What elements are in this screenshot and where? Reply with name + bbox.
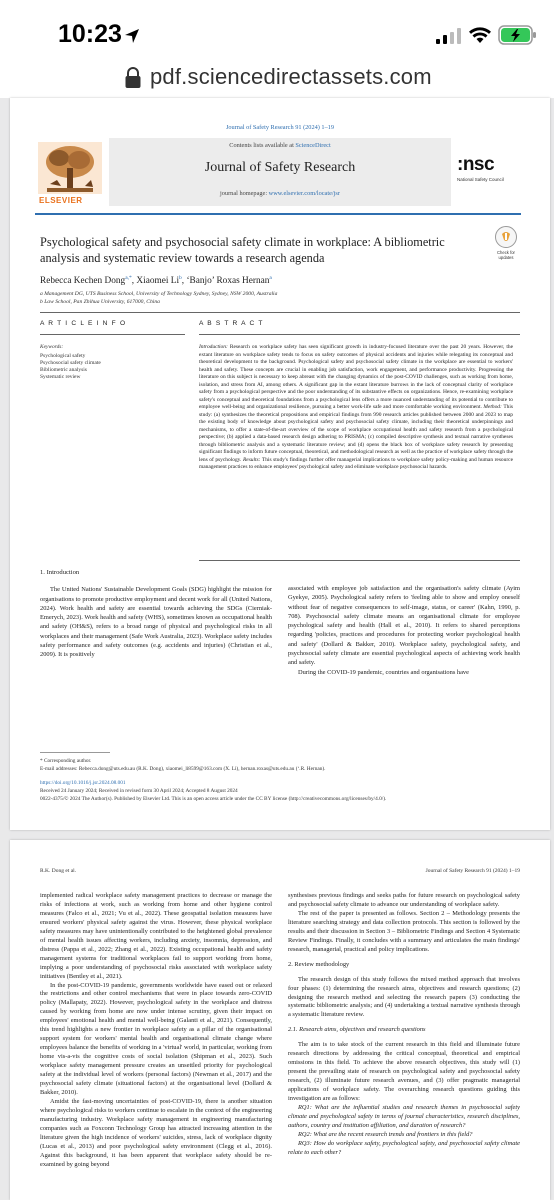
divider bbox=[40, 312, 520, 313]
battery-charging-icon bbox=[498, 24, 538, 46]
elsevier-wordmark: ELSEVIER bbox=[39, 196, 83, 205]
running-header-left: R.K. Dong et al. bbox=[40, 868, 77, 874]
divider bbox=[40, 334, 185, 335]
nsc-logo bbox=[457, 154, 523, 182]
paper-title: Psychological safety and psychosocial safety climate in workplace: A bibliometric analysis and systematic review towards a research agenda bbox=[40, 235, 445, 265]
email-addresses: E-mail addresses: Rebecca.dong@uts.edu.au (R.K. Dong), xiaomei_li8599@163.com (X. Li), hernan.roxas@uts.edu.au (‘.R. Hernan). bbox=[40, 766, 326, 772]
contents-prefix: Contents lists available at bbox=[229, 142, 294, 149]
article-info-heading: A R T I C L E I N F O bbox=[40, 320, 127, 327]
status-time: 10:23 bbox=[58, 20, 122, 48]
body-paragraph: The aim is to take stock of the current research in this field and illuminate future research directions by addressing the critical conceptual, theoretical and empirical omissions in this field. To achieve the above research objectives, this study will (1) present the prevailing state of research on psychological safety and psychosocial safety research, (2) illuminate future research avenues, and (3) offer pragmatic managerial applications of workplace safety. The overarching research questions guiding this investigation are as follows: bbox=[288, 1041, 520, 1103]
subsection-heading: 2.1. Research aims, objectives and research questions bbox=[288, 1026, 426, 1034]
abstract-text bbox=[199, 344, 513, 472]
page2-left-column bbox=[40, 892, 272, 1170]
homepage-prefix: journal homepage: bbox=[220, 190, 268, 197]
intro-left-column bbox=[40, 568, 272, 660]
body-paragraph: synthesises previous findings and seeks paths for future research on psychological safety and psychosocial safety climate to advance our understanding of workplace safety. bbox=[288, 892, 520, 908]
divider bbox=[199, 334, 520, 335]
intro-heading: 1. Introduction bbox=[40, 569, 80, 576]
sciencedirect-link[interactable]: ScienceDirect bbox=[295, 142, 331, 149]
author-affiliation-mark[interactable]: a bbox=[269, 275, 272, 281]
check-updates-label: Check for updates bbox=[497, 250, 515, 260]
research-question: RQ3: How do workplace safety, psychological safety, and psychosocial safety climate relate to each other? bbox=[288, 1139, 520, 1156]
lock-icon bbox=[124, 66, 142, 90]
pdf-viewer[interactable] bbox=[0, 98, 554, 1200]
body-paragraph: In the post-COVID-19 pandemic, governments worldwide have eased out or relaxed the restrictions and other control mechanisms that were in place towards zero-COVID policy (Mallapaty, 2022). However, psychological safety in the workplace and distress caused by working from home are now under intense scrutiny, given their impact on employees' emotional health and mental well-being (Galanti et al., 2021). Consequently, this trend highlights a new frontier in workplace safety as a pillar of the organisational support system for workers' mental health and organisational climate change where employees balance the benefits of working in a 'virtual' world, in particular, working from home vis-a-vis the cognitive costs of social isolation (Shipman et al., 2023). Such workplace safety management pressure creates an unsettled priority for psychological safety at the individual level of workers (personal factors) (Newman et al., 2017) and the psychosocial safety climate (situational factors) at the organisational level (Dollard & Bakker, 2010). bbox=[40, 981, 272, 1096]
wifi-icon bbox=[468, 25, 492, 45]
keywords-label: Keywords: bbox=[40, 344, 64, 350]
author-affiliation-mark[interactable]: b bbox=[179, 275, 182, 281]
doi-link[interactable]: https://doi.org/10.1016/j.jsr.2024.08.001 bbox=[40, 780, 126, 786]
journal-header bbox=[35, 138, 521, 208]
abstract-results-label: Results: bbox=[242, 456, 261, 463]
nsc-logo-mark: :nsc bbox=[457, 154, 495, 175]
check-for-updates-badge[interactable] bbox=[495, 226, 517, 260]
abstract-results: This study's findings further offer managerial implications to workplace safety policy-making and human resource management practices to enhance employees' psychological safety and eliminate workplace psychosocial hazards. bbox=[199, 456, 514, 470]
section-heading: 2. Review methodology bbox=[288, 960, 350, 968]
affiliation: a Management DG, UTS Business School, University of Technology Sydney, Sydney, NSW 2000, Australia bbox=[40, 291, 278, 297]
address-bar[interactable] bbox=[0, 62, 554, 98]
footnote-divider bbox=[40, 752, 110, 753]
intro-paragraph: The United Nations' Sustainable Development Goals (SDG) highlight the mission for organisations to promote productive employment and decent work for all (United Nations, 2024). Work health and safety are essential towards achieving the SDGs (Cierniak-Emerych, 2023). Work health and safety (WHS), sometimes known as occupational health and safety (OH&S), refers to a broad range of physical and psychological risks in all workplaces and their management (Safe Work Australia, 2023). Workplace safety includes safety performance and safety outcomes (e.g. accidents and injuries) (Christian et al., 2009). It is positively bbox=[40, 586, 272, 659]
cellular-signal-icon bbox=[436, 28, 462, 44]
body-paragraph: implemented radical workplace safety management practices to decrease or manage the risks of infections at work, such as working from home and other hygiene control measures (Falco et al., 2021; Vu et al., 2022). These geospatial isolation measures have ensured workers' physical safety against the virus. However, these physical workplace safety measures may have unintentionally contributed to the heightened global prevalence of mental health issues affecting workers, including anxiety, insomnia, depression, and distress (Pappa et al., 2022; Zhang et al., 2022). Existing occupational health and safety management systems for traditional workplaces fail to support working from home, implying a poor understanding of psychosocial risks associated with workplace safety initiatives (Bentley et al., 2021). bbox=[40, 892, 272, 980]
received-dates: Received 24 January 2024; Received in revised form 30 April 2024; Accepted 8 August 2024 bbox=[40, 788, 238, 794]
body-paragraph: The research design of this study follows the mixed method approach that involves four phases: (1) determining the research aims, objectives and research questions; (2) designing the research method and selecting the research papers (3) conducting the systematic bibliometric analysis; and (4) undertaking a textual narrative synthesis through a systematic literature review. bbox=[288, 975, 520, 1019]
license-line: 0022-4375/© 2024 The Author(s). Published by Elsevier Ltd. This is an open access article under the CC BY license (http://creativecommons.org/licenses/by/4.0/). bbox=[40, 796, 387, 802]
pdf-page-1 bbox=[10, 98, 550, 830]
keyword: Systematic review bbox=[40, 374, 81, 380]
page2-right-column bbox=[288, 892, 520, 1158]
intro-paragraph: associated with employee job satisfaction and the organisation's safety climate (Ayim Gyekye, 2005). Psychological safety refers to 'feeling able to show and employ oneself without fear of negative consequences to self-image, status, or career' (Kahn, 1990, p. 708). Psychosocial safety climate means an organisational climate for employee psychological safety and health (Hall et al., 2010). It refers to shared perceptions regarding 'policies, practices and procedures for protecting worker psychological health and safety' (Dollard & Bakker, 2010). Workplace safety, psychological safety, and psychosocial safety climate are essential psychological aspects of achieving work health and safety. bbox=[288, 585, 520, 667]
homepage-link[interactable]: www.elsevier.com/locate/jsr bbox=[268, 190, 340, 197]
research-question: RQ1: What are the influential studies and research themes in psychosocial safety climate and psychological safety in terms of journal characteristics, research disciplines, authors, country and institution affiliation, and duration of research? bbox=[288, 1104, 520, 1129]
location-arrow-icon bbox=[124, 28, 140, 44]
url-text[interactable]: pdf.sciencedirectassets.com bbox=[150, 64, 432, 89]
header-rule bbox=[35, 213, 521, 215]
keyword: Psychosocial safety climate bbox=[40, 360, 101, 366]
abstract-intro: Research on workplace safety has seen significant growth in industry-focused literature over the past 20 years. However, the extant literature on workplace safety tends to focus on safety outcomes of physical accidents and injuries while relegating its conceptual and theoretical development to the background. Psychological safety and psychosocial safety climate in the workplace are essential to workers' health and safety. These concepts are crucial in enabling job satisfaction, work engagement, and performance productivity. Progressing the literature on this subject is necessary to keep abreast with the changing dynamics of the post-COVID challenges, such as working from home, isolation, and stress from AI, among others. A significant gap in the extant literature burrows in the lack of conceptual clarity of workplace safety from a psychological perspective and the poor understanding of its substantive effects on organizations. Hence, re-examining workplace safety's conceptual and theoretical foundations from a psychological lens offers a more nuanced understanding of its potential to contribute to employee well-being and organizational resilience, pursuing a better work-life safe and more comfortable working environment. bbox=[199, 344, 514, 410]
journal-info-box bbox=[109, 138, 451, 206]
journal-title: Journal of Safety Research bbox=[204, 160, 356, 175]
journal-citation[interactable]: Journal of Safety Research 91 (2024) 1–19 bbox=[225, 124, 335, 131]
divider bbox=[199, 560, 520, 561]
body-paragraph: Amidst the fast-moving uncertainties of post-COVID-19, there is another situation where psychological risks to workers continue to escalate in the context of the engineering manufacturing industry. Workplace safety management in engineering manufacturing companies such as Foxconn Technology Group has attracted increasing attention in the literature given the high incidence of workers' suicides, stress, lack of workplace dignity (Lucas et al., 2013) and poor psychological safety environment (Clegg et al., 2016). Against this background, it has been apparent that workplace safety should be re-examined by going beyond bbox=[40, 1097, 272, 1168]
abstract-method-label: Method: bbox=[483, 404, 502, 410]
body-paragraph: The rest of the paper is presented as follows. Section 2 – Methodology presents the literature searching strategy and data collection protocols. This section is followed by the results and their discussion in Section 3 – Bibliometric Findings and Section 4 Systematic Review Findings. Finally, it concludes with a summary and articulates the main findings' research, managerial, practical and policy implications. bbox=[288, 909, 520, 953]
author-name: Xiaomei Li bbox=[136, 276, 180, 287]
abstract-method: This study: (a) synthesizes the theoretical propositions and empirical findings from 990 research articles published between 2000 and 2023 to map the existing body of knowledge about psychological safety and psychosocial safety climate, including their theoretical underpinnings and mechanisms, to offer a state-of-the-art overview of the scope of workplace occupational health and safety research from a psychological perspective; (b) applied a data-based research design adhering to PRISMA; (c) compiled descriptive synthesis and textual narrative syntheses through bibliometric analysis and a systematic literature review; and (d) opens the black box of workplace safety research by presenting significant findings to inform future conceptual, theoretical, and methodological research as well as the practice of workplace safety through the lens of psychology. bbox=[199, 404, 513, 463]
author-list: Rebecca Kechen Dong$^{a,*}$, Xiaomei Li$^b$, ‘Banjo’ Roxas Hernan$^a$ bbox=[40, 275, 272, 287]
pdf-page-2 bbox=[10, 840, 550, 1200]
journal-homepage-line bbox=[109, 190, 451, 197]
nsc-logo-subtitle: National Safety Council bbox=[457, 177, 504, 182]
corresponding-author-note: * Corresponding author. bbox=[40, 758, 92, 764]
status-bar bbox=[0, 0, 554, 62]
keyword: Psychological safety bbox=[40, 353, 86, 359]
abstract-heading: A B S T R A C T bbox=[199, 320, 264, 327]
abstract-intro-label: Introduction: bbox=[199, 344, 228, 350]
keyword: Bibliometric analysis bbox=[40, 367, 87, 373]
intro-right-column bbox=[288, 584, 520, 677]
intro-paragraph: During the COVID-19 pandemic, countries and organisations have bbox=[298, 668, 469, 676]
author-name: ‘Banjo’ Roxas Hernan bbox=[186, 276, 270, 287]
contents-line bbox=[109, 142, 451, 149]
author-name: Rebecca Kechen Dong bbox=[40, 276, 126, 287]
running-header-right: Journal of Safety Research 91 (2024) 1–19 bbox=[425, 868, 520, 874]
check-updates-icon bbox=[495, 226, 517, 248]
affiliation: b Law School, Pan Zhihua University, 617000, China bbox=[40, 299, 160, 305]
author-affiliation-mark[interactable]: a,* bbox=[125, 275, 132, 281]
research-question: RQ2: What are the recent research trends and frontiers in this field? bbox=[298, 1130, 473, 1138]
